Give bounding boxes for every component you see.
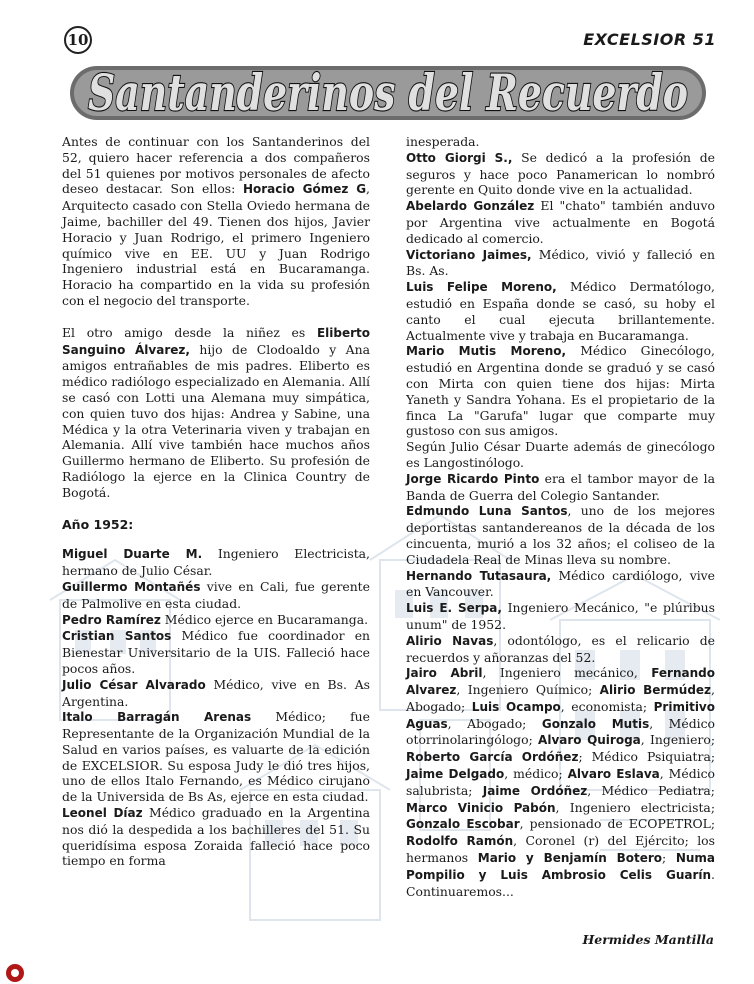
author-signature: Hermides Mantilla [582,932,714,947]
text-run: , Coronel (r) del Ejército; los hermanos [406,833,715,866]
text-run: Médico Ginecólogo, estudió en Argentina donde se graduó y se casó con Mirta con quien tiene dos hijas: Mirta Yaneth y Sandra Yohana. Es el propietario de la finca La "Garufa" lugar que comparte muy gustoso con sus amigos. [406,343,715,439]
paragraph [406,247,715,280]
person-name: Victoriano Jaimes, [406,247,532,262]
person-name: Jaime Ordóñez [482,783,588,798]
person-name: Luis Ocampo [471,699,561,714]
text-run: Médico fue coordinador en Bienestar Universitario de la UIS. Falleció hace pocos años. [62,628,371,676]
paragraph [406,134,715,150]
person-name: Alvaro Eslava [567,767,660,782]
text-run: era el tambor mayor de la Banda de Guerra del Colegio Santander. [406,470,715,503]
text-run: ; Médico Psiquiatra; [578,749,716,765]
person-name: Primitivo Aguas [406,699,715,731]
text-run: Médico; fue Representante de la Organización Mundial de la Salud en varios países, es valuarte de la edición de EXCELSIOR. Su esposa Judy le dió tres hijos, uno de ellos Italo Fernando, es Médico cirujano de la Universida de Bs As, ejerce en esta ciudad. [62,709,370,805]
text-run: , médico; [504,766,568,782]
paragraph [406,633,715,666]
person-name: Abelardo González [406,199,535,214]
person-name: Leonel Díaz [62,806,143,821]
text-run: Médico, vivió y falleció en Bs. As. [406,246,715,279]
paragraph [406,503,715,567]
person-name: Roberto García Ordóñez [406,750,579,765]
person-name: Cristian Santos [62,629,172,644]
person-name: Jorge Ricardo Pinto [406,471,540,486]
person-name: Otto Giorgi S., [406,150,513,165]
person-name: Italo Barragán Arenas [62,710,252,725]
person-name: Luis E. Serpa, [406,601,502,616]
person-name: Alvaro Quiroga [538,733,641,748]
person-name: Jaime Delgado [406,767,505,782]
person-name: Horacio Gómez G [242,182,367,197]
paragraph [406,600,715,633]
person-name: Jairo Abril [406,666,483,681]
person-name: Gonzalo Mutis [541,716,650,731]
text-run: El "chato" también anduvo por Argentina vive actualmente en Bogotá dedicado al comercio. [406,198,715,246]
text-run: , odontólogo, es el relicario de recuerdos y añoranzas del 52. [406,632,716,665]
right-column [406,134,715,899]
text-run: , Abogado; [406,682,715,714]
text-run: , pensionado de ECOPETROL; [519,816,716,832]
paragraph [406,198,715,246]
person-name: Marco Vinicio Pabón [406,800,556,815]
article-title: Santanderinos del Recuerdo [88,63,688,122]
paragraph [406,343,715,439]
paragraph [406,150,715,198]
paragraph [406,665,715,899]
person-name: Hernando Tutasaura, [406,568,552,583]
text-run: Médico ejerce en Bucaramanga. [160,611,369,627]
text-run: Médico Dermatólogo, estudió en España donde se casó, su hoby el canto el cual ejecuta brillantemente. Actualmente vive y trabaja en Bucaramanga. [406,279,715,343]
person-name: Eliberto Sanguino Álvarez, [62,325,370,357]
text-run: ; [662,850,676,866]
person-name: Rodolfo Ramón [406,834,514,849]
paragraph [62,579,370,612]
paragraph [62,805,370,869]
text-run: vive en Cali, fue gerente de Palmolive en esta ciudad. [62,578,370,611]
text-run: Ingeniero Electricista, hermano de Julio César. [62,546,370,579]
text-run: El otro amigo desde la niñez es [62,324,317,340]
text-run: Médico, vive en Bs. As Argentina. [62,676,370,709]
paragraph [62,546,370,579]
text-run: inesperada. [406,134,480,149]
text-run: . Continuaremos... [406,866,715,899]
text-run: Ingeniero Mecánico, "e plúribus unum" de 1952. [406,600,715,632]
text-run: , Ingeniero; [640,732,715,748]
text-run: Se dedicó a la profesión de seguros y hace poco Panamerican lo nombró gerente en Quito donde vive en la actualidad. [406,149,715,198]
alumni-list-right [406,134,715,899]
text-run: Según Julio César Duarte además de ginecólogo es Langostinólogo. [406,439,715,470]
paragraph [62,134,370,309]
person-name: Mario y Benjamín Botero [477,851,663,866]
intro-paragraphs [62,134,370,501]
person-name: Julio César Alvarado [62,677,206,692]
text-run: , economista; [560,698,654,714]
paragraph [62,628,370,676]
left-column [62,134,370,869]
paragraph [406,471,715,504]
alumni-list-left [62,546,370,869]
text-run: , Médico otorrinolaringólogo; [406,715,715,748]
paragraph [62,612,370,629]
text-run: , Ingeniero electricista; [555,799,715,815]
person-name: Pedro Ramírez [62,612,161,627]
paragraph [62,709,370,805]
paragraph [62,677,370,710]
text-run: , Ingeniero mecánico, [482,665,652,681]
running-title: EXCELSIOR 51 [583,30,716,49]
person-name: Guillermo Montañés [62,579,201,594]
person-name: Alirio Navas [406,633,494,648]
text-run: , Médico Pediatra; [587,782,715,798]
text-run: , Médico salubrista; [406,766,715,798]
paragraph [62,325,370,501]
text-run: , Abogado; [447,715,542,731]
person-name: Fernando Alvarez [406,666,715,698]
person-name: Mario Mutis Moreno, [406,344,567,359]
page-number-badge [64,26,92,54]
text-run: hijo de Clodoaldo y Ana amigos entrañables de mis padres. Eliberto es médico radiólogo especializado en Alemania. Allí se casó con Lotti una Alemana muy simpática, con quien tuvo dos hijas: Andrea y Sabine, una Médica y la otra Veterinaria viven y trabajan en Alemania. Allí vive también hace muchos años Guillermo hermano de Eliberto. Su profesión de Radiólogo la ejerce en la Clinica Country de Bogotá. [62,341,370,500]
text-run: Médico cardiólogo, vive en Vancouver. [406,567,715,600]
text-run: , Ingeniero Químico; [456,682,600,698]
text-run: , uno de los mejores deportistas santandereanos de la década de los cincuenta, murió a los 32 años; el coliseo de la Ciudadela Real de Minas lleva su nombre. [406,503,715,567]
title-banner [64,58,712,128]
paragraph [406,568,715,601]
paragraph [406,279,715,343]
year-heading: Año 1952: [62,516,134,532]
person-name: Alirio Bermúdez [599,683,712,698]
text-run: Médico graduado en la Argentina nos dió la despedida a los bachilleres del 51. Su queridísima esposa Zoraida falleció hace poco tiempo en forma [62,805,370,869]
person-name: Luis Felipe Moreno, [406,280,557,295]
person-name: Gonzalo Escobar [406,817,520,832]
text-run: Antes de continuar con los Santanderinos del 52, quiero hacer referencia a dos compañeros del 51 quienes por motivos personales de afecto deseo destacar. Son ellos: [62,134,370,197]
paragraph [406,439,715,471]
person-name: Miguel Duarte M. [62,547,203,562]
page-number: 10 [67,31,89,49]
person-name: Numa Pompilio y Luis Ambrosio Celis Guarín [406,851,715,882]
person-name: Edmundo Luna Santos [406,504,568,519]
text-run: , Arquitecto casado con Stella Oviedo hermana de Jaime, bachiller del 49. Tienen dos hijos, Javier Horacio y Juan Rodrigo, el primero Ingeniero químico vive en EE. UU y Juan Rodrigo Ingeniero industrial está en Bucaramanga. Horacio ha compartido en la vida su profesión con el negocio del transporte. [62,181,370,308]
magazine-logo-icon [4,962,26,984]
